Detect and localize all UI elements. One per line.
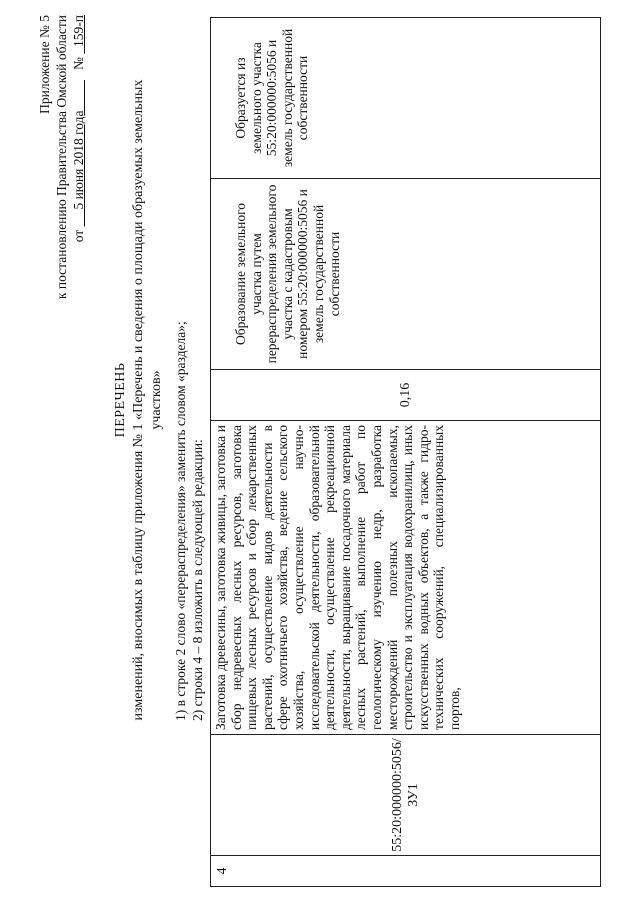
number-prefix: № [71, 57, 86, 70]
document-title [112, 55, 166, 745]
amendment-items [172, 41, 206, 721]
land-plots-table [210, 17, 601, 887]
permitted-use: Заготовка древесины, заготовка живицы, заготовка и сбор недревесных лесных ресурсов, заготовка пищевых лесных ресурсов и сбор лекарственных растений, осуществление видов деятельности в сфере охотничьего хозяйства, ведение сельского хозяйства, осуществление научно-исследовательской деятельности, образовательной деятельности, осуществление рекреационной деятельности, выращивание посадочного материала лесных растений, выполнение работ по геологическому изучению недр, разработка месторождений полезных ископаемых, строительство и эксплуатация водохранилищ, иных искусственных водных объектов, а также гидро-технических сооружений, специализированных портов, [211, 421, 601, 735]
resolution-date: 5 июня 2018 года [71, 110, 86, 210]
plot-area: 0,16 [211, 370, 601, 421]
table-row [211, 18, 601, 887]
appendix-date-line [70, 15, 87, 315]
appendix-resolution-ref: к постановлению Правительства Омской области [54, 15, 69, 300]
amendment-item-2: 2) строки 4 – 8 изложить в следующей редакции: [190, 439, 205, 721]
appendix-number: Приложение № 5 [37, 15, 52, 114]
appendix-header [36, 15, 87, 315]
formation-method: Образование земельного участка путем перераспределения земельного участка с кадастровым номером 55:20:000000:5056 и земель государственной собственности [211, 179, 601, 370]
title-subtitle: изменений, вносимых в таблицу приложения № 1 «Перечень и сведения о площади образуемых земельных участков» [131, 79, 164, 721]
title-heading: ПЕРЕЧЕНЬ [113, 362, 128, 438]
amendment-item-1: 1) в строке 2 слово «перераспределения» заменить словом «раздела»; [173, 321, 188, 721]
date-prefix: от [71, 229, 86, 243]
row-number: 4 [211, 856, 601, 887]
formation-note: Образуется из земельного участка 55:20:000000:5056 и земель государственной собственности [211, 18, 601, 179]
resolution-number: 159-п [71, 15, 86, 47]
cadastral-number: 55:20:000000:5056/ЗУ1 [211, 735, 601, 856]
